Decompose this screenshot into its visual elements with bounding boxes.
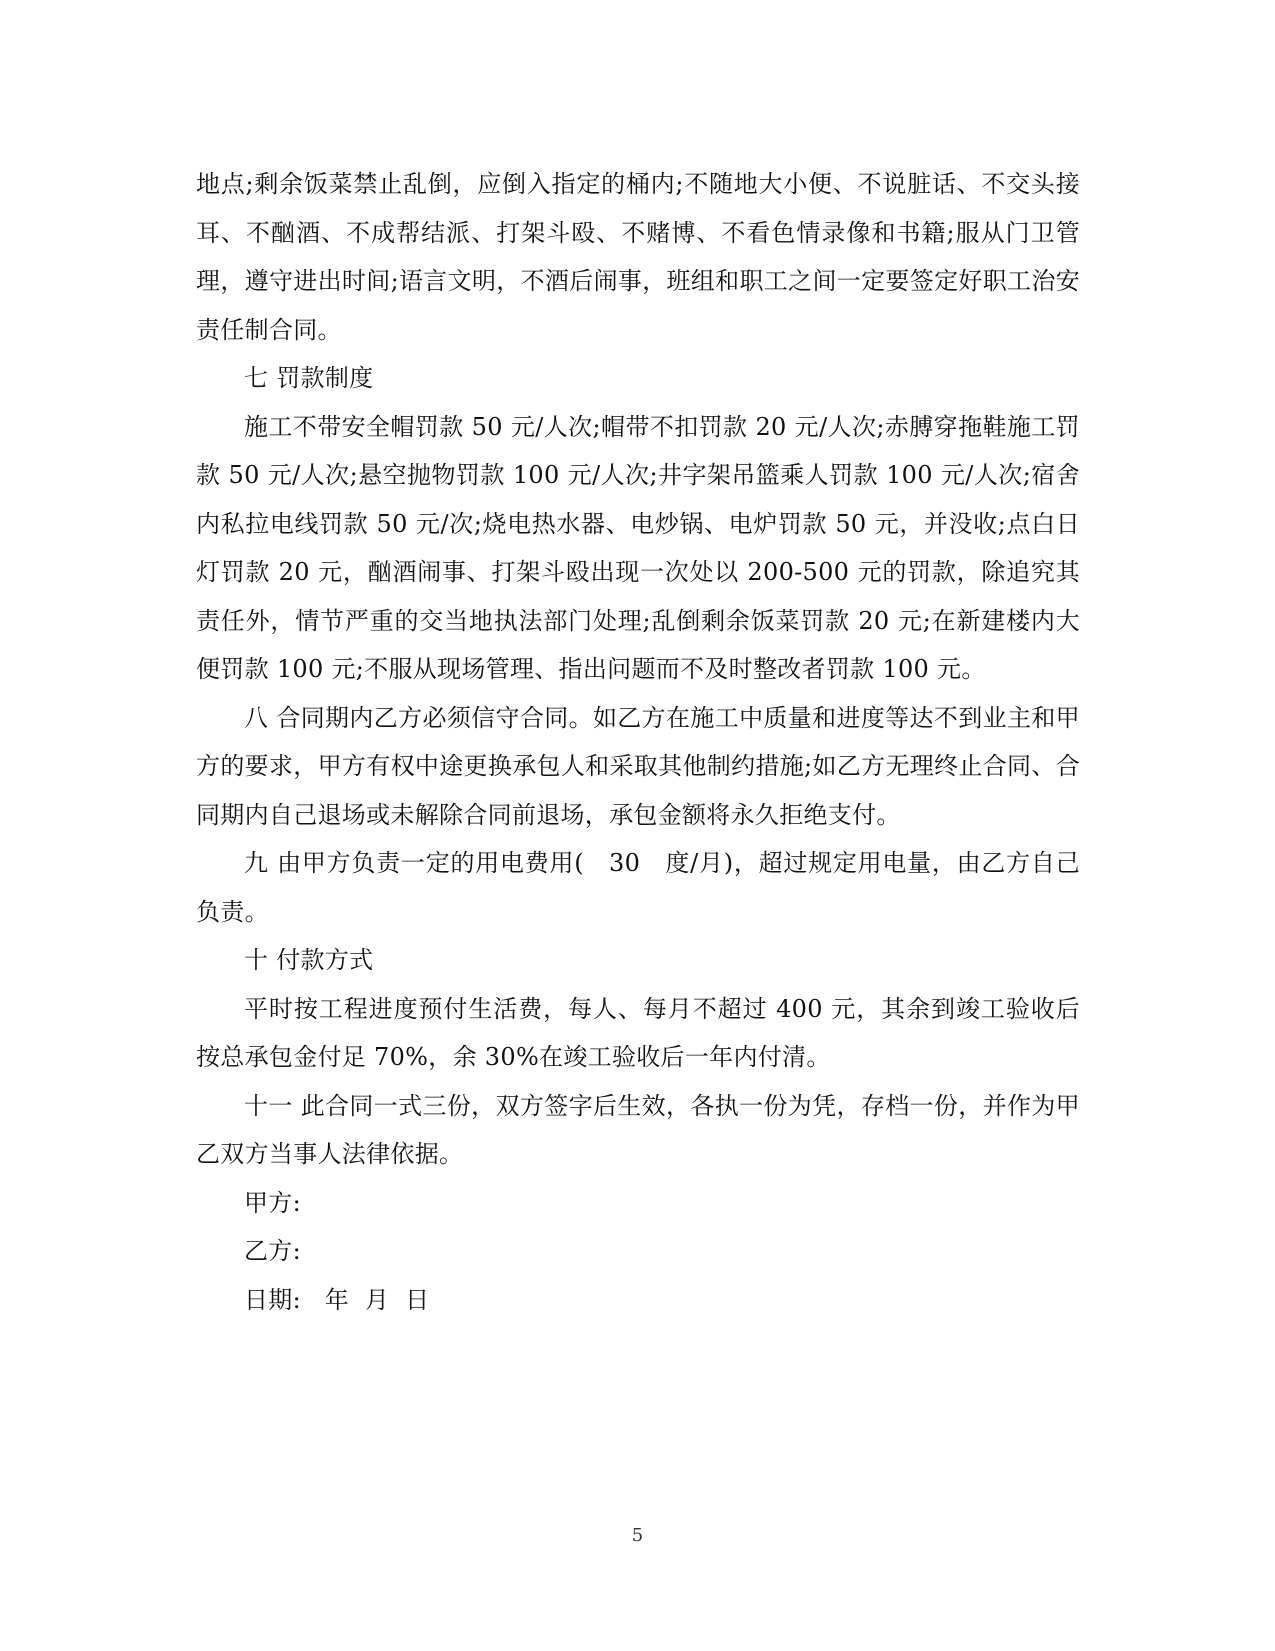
paragraph-dormitory-rules: 地点;剩余饭菜禁止乱倒，应倒入指定的桶内;不随地大小便、不说脏话、不交头接耳、不酗酒、不成帮结派、打架斗殴、不赌博、不看色情录像和书籍;服从门卫管理，遵守进出时间;语言文明，不酒后闹事，班组和职工之间一定要签定好职工治安责任制合同。 bbox=[196, 170, 1080, 344]
paragraph-contract-compliance: 八 合同期内乙方必须信守合同。如乙方在施工中质量和进度等达不到业主和甲方的要求，甲方有权中途更换承包人和采取其他制约措施;如乙方无理终止合同、合同期内自己退场或未解除合同前退场，承包金额将永久拒绝支付。 bbox=[196, 703, 1080, 829]
paragraph-payment-terms: 平时按工程进度预付生活费，每人、每月不超过 400 元，其余到竣工验收后按总承包金付足 70%，余 30%在竣工验收后一年内付清。 bbox=[196, 994, 1080, 1071]
signature-party-a: 甲方: bbox=[244, 1188, 301, 1217]
signature-date: 日期: 年 月 日 bbox=[244, 1285, 430, 1314]
signature-party-b: 乙方: bbox=[244, 1237, 301, 1265]
paragraph-electricity-fee: 九 由甲方负责一定的用电费用( 30 度/月)，超过规定用电量，由乙方自己负责。 bbox=[196, 849, 1080, 926]
section-heading-fines: 七 罚款制度 bbox=[244, 364, 374, 392]
paragraph-fines-list: 施工不带安全帽罚款 50 元/人次;帽带不扣罚款 20 元/人次;赤膊穿拖鞋施工罚款 50 元/人次;悬空抛物罚款 100 元/人次;井字架吊篮乘人罚款 100 元/人次;宿舍内私拉电线罚款 50 元/次;烧电热水器、电炒锅、电炉罚款 50 元，并没收;点白日灯罚款 20 元，酗酒闹事、打架斗殴出现一次处以 200-500 元的罚款，除追究其责任外，情节严重的交当地执法部门处理;乱倒剩余饭菜罚款 20 元;在新建楼内大便罚款 100 元;不服从现场管理、指出问题而不及时整改者罚款 100 元。 bbox=[196, 412, 1080, 683]
page-number: 5 bbox=[631, 1525, 644, 1546]
document-body bbox=[196, 160, 1080, 1324]
section-heading-payment: 十 付款方式 bbox=[244, 946, 374, 974]
paragraph-copies-validity: 十一 此合同一式三份，双方签字后生效，各执一份为凭，存档一份，并作为甲乙双方当事人法律依据。 bbox=[196, 1091, 1080, 1168]
